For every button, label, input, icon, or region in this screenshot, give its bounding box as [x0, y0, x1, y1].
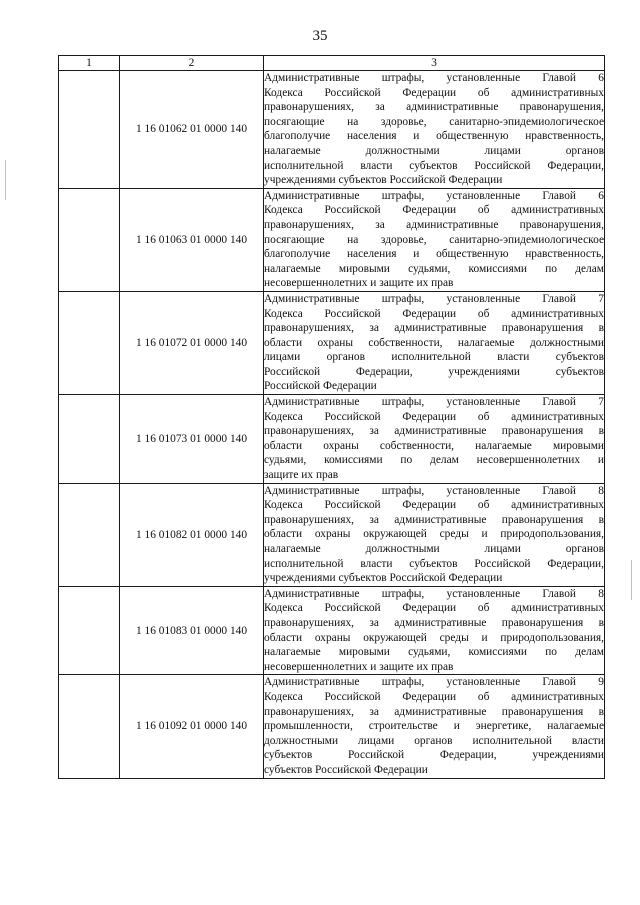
description-line: благополучие населения и общественную нравственность, — [264, 130, 604, 143]
column-header-2: 2 — [120, 56, 264, 71]
table-row — [59, 483, 605, 586]
budget-classification-code: 1 16 01082 01 0000 140 — [120, 483, 264, 586]
description-line: Российской Федерации — [264, 380, 377, 393]
table-row — [59, 291, 605, 394]
revenue-description — [264, 675, 605, 778]
margin-scan-mark — [631, 560, 632, 600]
description-line: налагаемые должностными лицами органов — [264, 144, 604, 157]
description-line: Административные штрафы, установленные Главой 6 — [264, 189, 604, 202]
cell-column-1 — [59, 395, 120, 484]
revenue-description — [264, 291, 605, 394]
description-line: субъектов Российской Федерации — [264, 763, 428, 776]
description-line: исполнительной власти субъектов Российской Федерации, — [264, 557, 604, 570]
description-line: Административные штрафы, установленные Главой 8 — [264, 484, 604, 497]
table-header-row — [59, 56, 605, 71]
description-line: Административные штрафы, установленные Главой 9 — [264, 676, 604, 689]
description-line: промышленности, строительстве и энергетике, налагаемые — [264, 720, 604, 733]
description-line: Кодекса Российской Федерации об административных — [264, 410, 604, 423]
description-line: судьями, комиссиями по делам несовершеннолетних и — [264, 454, 604, 467]
description-line: несовершеннолетних и защите их прав — [264, 277, 454, 290]
description-line: области охраны собственности, налагаемые должностными — [264, 336, 604, 349]
description-line: посягающие на здоровье, санитарно-эпидемиологическое — [264, 115, 604, 128]
column-header-1: 1 — [59, 56, 120, 71]
description-line: должностными лицами органов исполнительной власти — [264, 734, 604, 747]
description-line: Административные штрафы, установленные Главой 7 — [264, 292, 604, 305]
description-line: Кодекса Российской Федерации об административных — [264, 690, 604, 703]
budget-classification-code: 1 16 01073 01 0000 140 — [120, 395, 264, 484]
cell-column-1 — [59, 71, 120, 189]
description-line: правонарушениях, за административные правонарушения, — [264, 218, 604, 231]
description-line: Кодекса Российской Федерации об административных — [264, 86, 604, 99]
description-line: учреждениями субъектов Российской Федерации — [264, 174, 503, 187]
table-row — [59, 71, 605, 189]
description-line: правонарушениях, за административные правонарушения в — [264, 425, 604, 438]
description-line: правонарушениях, за административные правонарушения в — [264, 616, 604, 629]
revenue-description — [264, 71, 605, 189]
margin-scan-mark — [5, 160, 6, 200]
budget-classification-code: 1 16 01072 01 0000 140 — [120, 291, 264, 394]
description-line: правонарушениях, за административные правонарушения в — [264, 705, 604, 718]
description-line: правонарушениях, за административные правонарушения в — [264, 513, 604, 526]
cell-column-1 — [59, 586, 120, 675]
cell-column-1 — [59, 188, 120, 291]
description-line: защите их прав — [264, 469, 339, 482]
description-line: Административные штрафы, установленные Главой 6 — [264, 72, 604, 84]
description-line: области охраны собственности, налагаемые мировыми — [264, 439, 604, 452]
description-line: Кодекса Российской Федерации об административных — [264, 307, 604, 320]
description-line: лицами органов исполнительной власти субъектов — [264, 351, 604, 364]
column-header-3: 3 — [264, 56, 605, 71]
budget-code-table — [58, 55, 605, 779]
description-line: посягающие на здоровье, санитарно-эпидемиологическое — [264, 233, 604, 246]
budget-classification-code: 1 16 01062 01 0000 140 — [120, 71, 264, 189]
revenue-description — [264, 483, 605, 586]
description-line: исполнительной власти субъектов Российской Федерации, — [264, 159, 604, 172]
table-row — [59, 675, 605, 778]
description-line: налагаемые мировыми судьями, комиссиями по делам — [264, 262, 604, 275]
cell-column-1 — [59, 675, 120, 778]
revenue-description — [264, 188, 605, 291]
description-line: Административные штрафы, установленные Главой 7 — [264, 396, 604, 409]
cell-column-1 — [59, 291, 120, 394]
description-line: Российской Федерации, учреждениями субъектов — [264, 365, 604, 378]
table-body — [59, 71, 605, 779]
budget-classification-code: 1 16 01063 01 0000 140 — [120, 188, 264, 291]
description-line: субъектов Российской Федерации, учреждениями — [264, 749, 604, 762]
table-row — [59, 586, 605, 675]
table-row — [59, 188, 605, 291]
description-line: Кодекса Российской Федерации об административных — [264, 499, 604, 512]
table-row — [59, 395, 605, 484]
budget-classification-code: 1 16 01083 01 0000 140 — [120, 586, 264, 675]
revenue-description — [264, 586, 605, 675]
description-line: учреждениями субъектов Российской Федерации — [264, 572, 503, 585]
description-line: благополучие населения и общественную нравственность, — [264, 248, 604, 261]
description-line: Административные штрафы, установленные Главой 8 — [264, 587, 604, 600]
cell-column-1 — [59, 483, 120, 586]
revenue-description — [264, 395, 605, 484]
page-number: 35 — [312, 28, 328, 44]
description-line: Кодекса Российской Федерации об административных — [264, 204, 604, 217]
description-line: налагаемые мировыми судьями, комиссиями по делам — [264, 646, 604, 659]
description-line: области охраны окружающей среды и природопользования, — [264, 631, 604, 644]
description-line: области охраны окружающей среды и природопользования, — [264, 528, 604, 541]
description-line: правонарушениях, за административные правонарушения в — [264, 322, 604, 335]
description-line: правонарушениях, за административные правонарушения, — [264, 101, 604, 114]
description-line: налагаемые должностными лицами органов — [264, 543, 604, 555]
description-line: несовершеннолетних и защите их прав — [264, 660, 454, 673]
description-line: Кодекса Российской Федерации об административных — [264, 602, 604, 615]
budget-classification-code: 1 16 01092 01 0000 140 — [120, 675, 264, 778]
